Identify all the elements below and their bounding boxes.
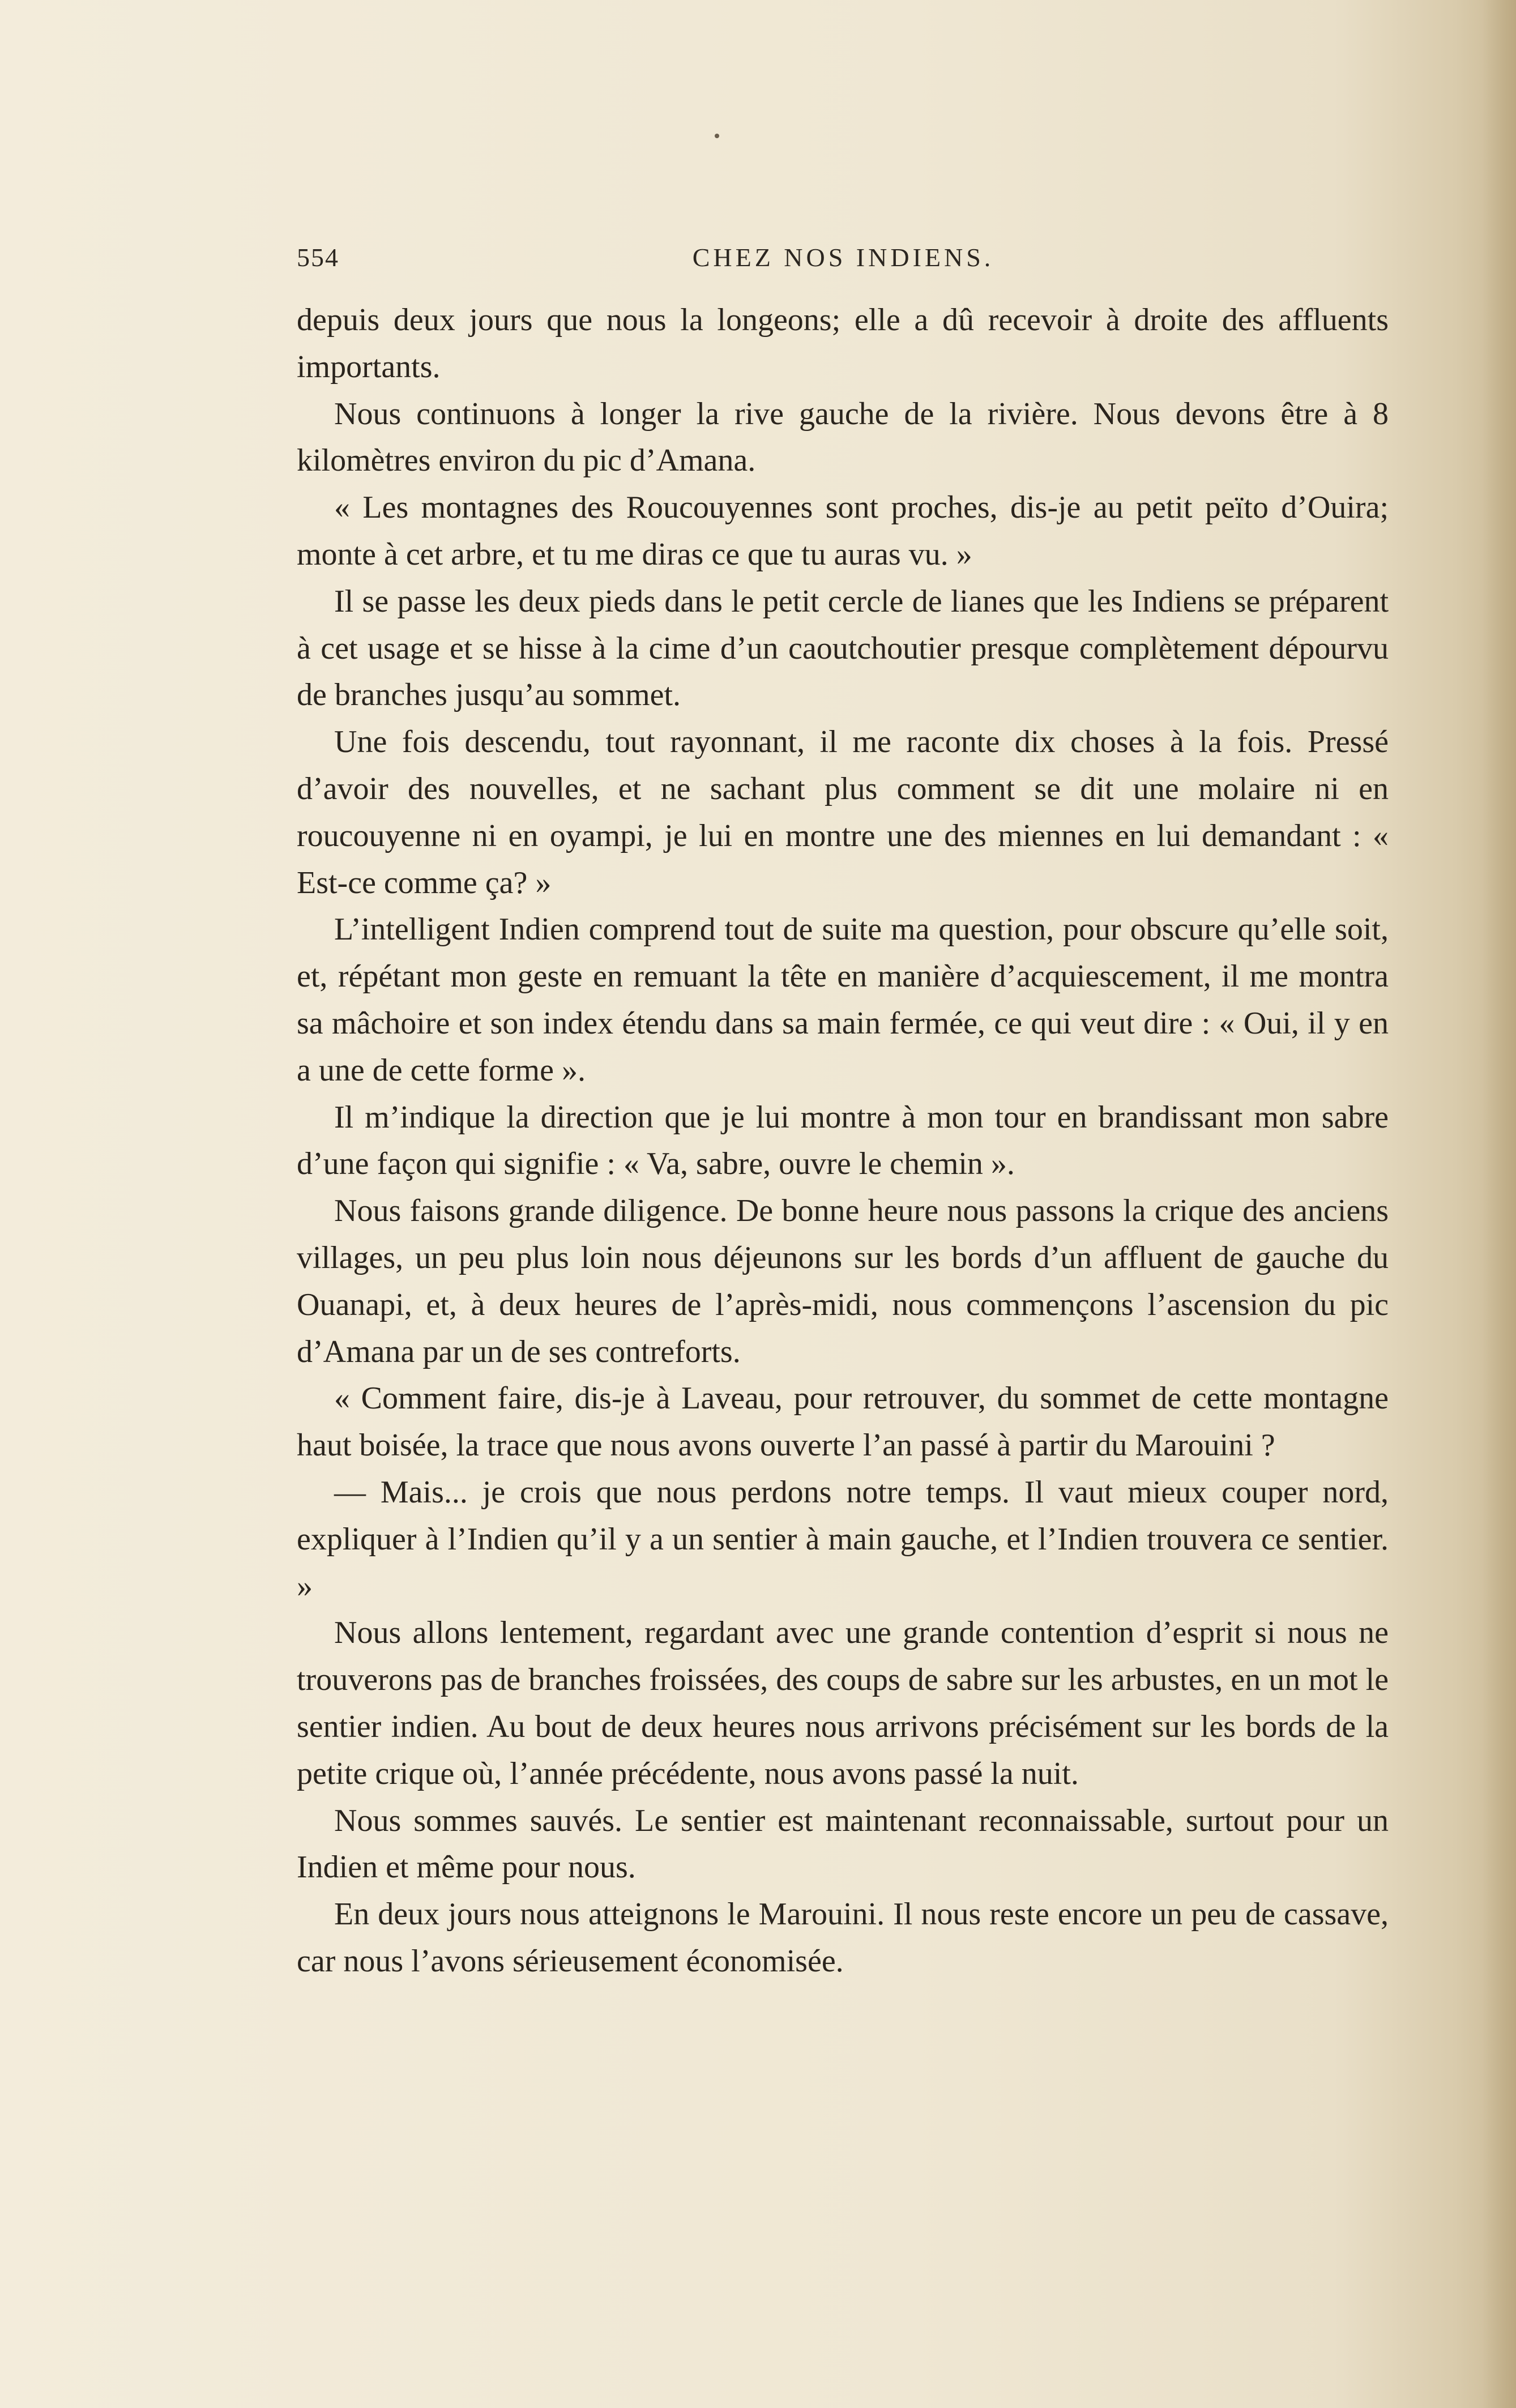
paragraph: Il m’indique la direction que je lui montre à mon tour en brandissant mon sabre d’une façon qui signifie : « Va, sabre, ouvre le chemin ». [297,1099,1389,1182]
paragraph: depuis deux jours que nous la longeons; elle a dû recevoir à droite des affluents importants. [297,302,1389,385]
paragraph: Une fois descendu, tout rayonnant, il me raconte dix choses à la fois. Pressé d’avoir des nouvelles, et ne sachant plus comment se dit une molaire ni en roucouyenne ni en oyampi, je lui en montre une des miennes en lui demandant : « Est-ce comme ça? » [297,724,1389,900]
running-title: CHEZ NOS INDIENS. [692,243,994,272]
body-text [297,297,1389,1985]
paragraph: Nous continuons à longer la rive gauche de la rivière. Nous devons être à 8 kilomètres environ du pic d’Amana. [297,396,1389,479]
page-edge-shadow [1482,0,1516,2408]
page-header [297,242,1390,276]
paragraph: — Mais... je crois que nous perdons notre temps. Il vaut mieux couper nord, expliquer à l’Indien qu’il y a un sentier à main gauche, et l’Indien trouvera ce sentier. » [297,1474,1389,1604]
paragraph: « Comment faire, dis-je à Laveau, pour retrouver, du sommet de cette montagne haut boisée, la trace que nous avons ouverte l’an passé à partir du Marouini ? [297,1381,1389,1463]
paragraph: « Les montagnes des Roucouyennes sont proches, dis-je au petit peïto d’Ouira; monte à cet arbre, et tu me diras ce que tu auras vu. » [297,490,1389,572]
paragraph: Nous sommes sauvés. Le sentier est maintenant reconnaissable, surtout pour un Indien et même pour nous. [297,1803,1389,1885]
page-number: 554 [297,243,339,272]
paragraph: L’intelligent Indien comprend tout de suite ma question, pour obscure qu’elle soit, et, répétant mon geste en remuant la tête en manière d’acquiescement, il me montra sa mâchoire et son index étendu dans sa main fermée, ce qui veut dire : « Oui, il y en a une de cette forme ». [297,912,1389,1088]
paragraph: Nous allons lentement, regardant avec une grande contention d’esprit si nous ne trouverons pas de branches froissées, des coups de sabre sur les arbustes, en un mot le sentier indien. Au bout de deux heures nous arrivons précisément sur les bords de la petite crique où, l’année précédente, nous avons passé la nuit. [297,1615,1389,1791]
paragraph: Nous faisons grande diligence. De bonne heure nous passons la crique des anciens villages, un peu plus loin nous déjeunons sur les bords d’un affluent de gauche du Ouanapi, et, à deux heures de l’après-midi, nous commençons l’ascension du pic d’Amana par un de ses contreforts. [297,1193,1389,1369]
paragraph: En deux jours nous atteignons le Marouini. Il nous reste encore un peu de cassave, car nous l’avons sérieusement économisée. [297,1897,1389,1979]
ink-speck [715,134,719,138]
paragraph: Il se passe les deux pieds dans le petit cercle de lianes que les Indiens se préparent à cet usage et se hisse à la cime d’un caoutchoutier presque complètement dépourvu de branches jusqu’au sommet. [297,583,1389,713]
